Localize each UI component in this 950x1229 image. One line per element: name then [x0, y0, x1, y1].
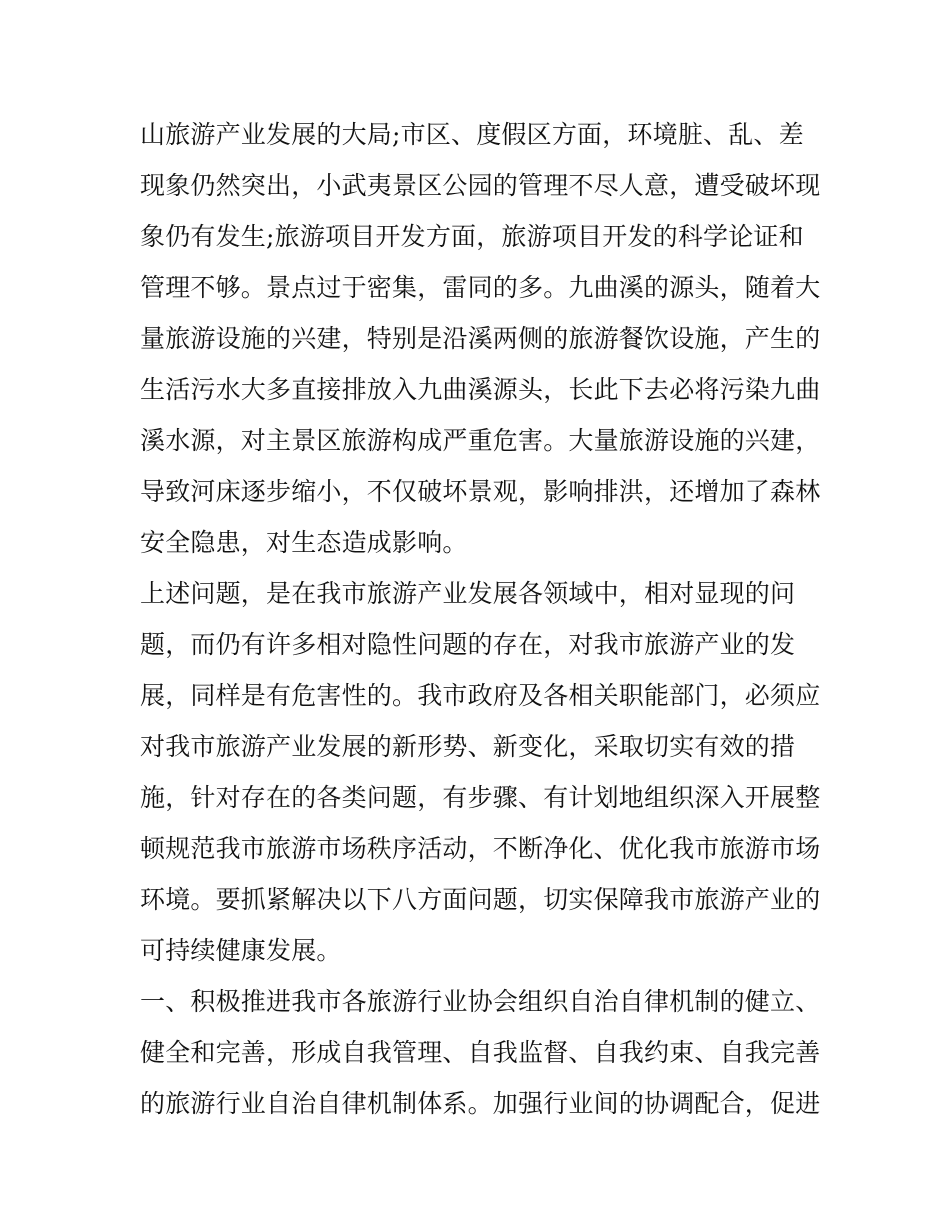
text-line-13: 对我市旅游产业发展的新形势、新变化，采取切实有效的措 — [140, 732, 796, 761]
text-line-15: 顿规范我市旅游市场秩序活动，不断净化、优化我市旅游市场 — [140, 834, 820, 863]
text-line-4: 管理不够。景点过于密集，雷同的多。九曲溪的源头，随着大 — [140, 273, 820, 302]
text-line-16: 环境。要抓紧解决以下八方面问题，切实保障我市旅游产业的 — [140, 885, 820, 914]
text-line-10: 上述问题，是在我市旅游产业发展各领域中，相对显现的问 — [140, 579, 796, 608]
text-line-7: 溪水源，对主景区旅游构成严重危害。大量旅游设施的兴建， — [140, 426, 820, 455]
text-line-19: 健全和完善，形成自我管理、自我监督、自我约束、自我完善 — [140, 1038, 820, 1067]
text-line-11: 题，而仍有许多相对隐性问题的存在，对我市旅游产业的发 — [140, 630, 796, 659]
text-line-14: 施，针对存在的各类问题，有步骤、有计划地组织深入开展整 — [140, 783, 820, 812]
text-line-12: 展，同样是有危害性的。我市政府及各相关职能部门，必须应 — [140, 681, 820, 710]
text-line-5: 量旅游设施的兴建，特别是沿溪两侧的旅游餐饮设施，产生的 — [140, 324, 820, 353]
text-line-6: 生活污水大多直接排放入九曲溪源头，长此下去必将污染九曲 — [140, 375, 820, 404]
text-line-8: 导致河床逐步缩小，不仅破坏景观，影响排洪，还增加了森林 — [140, 477, 820, 506]
text-line-9: 安全隐患，对生态造成影响。 — [140, 528, 468, 557]
text-line-2: 现象仍然突出，小武夷景区公园的管理不尽人意，遭受破坏现 — [140, 171, 820, 200]
text-line-1: 山旅游产业发展的大局;市区、度假区方面，环境脏、乱、差 — [140, 120, 804, 149]
text-line-18: 一、积极推进我市各旅游行业协会组织自治自律机制的健立、 — [140, 987, 820, 1016]
text-line-17: 可持续健康发展。 — [140, 936, 342, 965]
document-body — [140, 109, 820, 1129]
text-line-20: 的旅游行业自治自律机制体系。加强行业间的协调配合，促进 — [140, 1089, 820, 1118]
text-line-3: 象仍有发生;旅游项目开发方面，旅游项目开发的科学论证和 — [140, 222, 804, 251]
